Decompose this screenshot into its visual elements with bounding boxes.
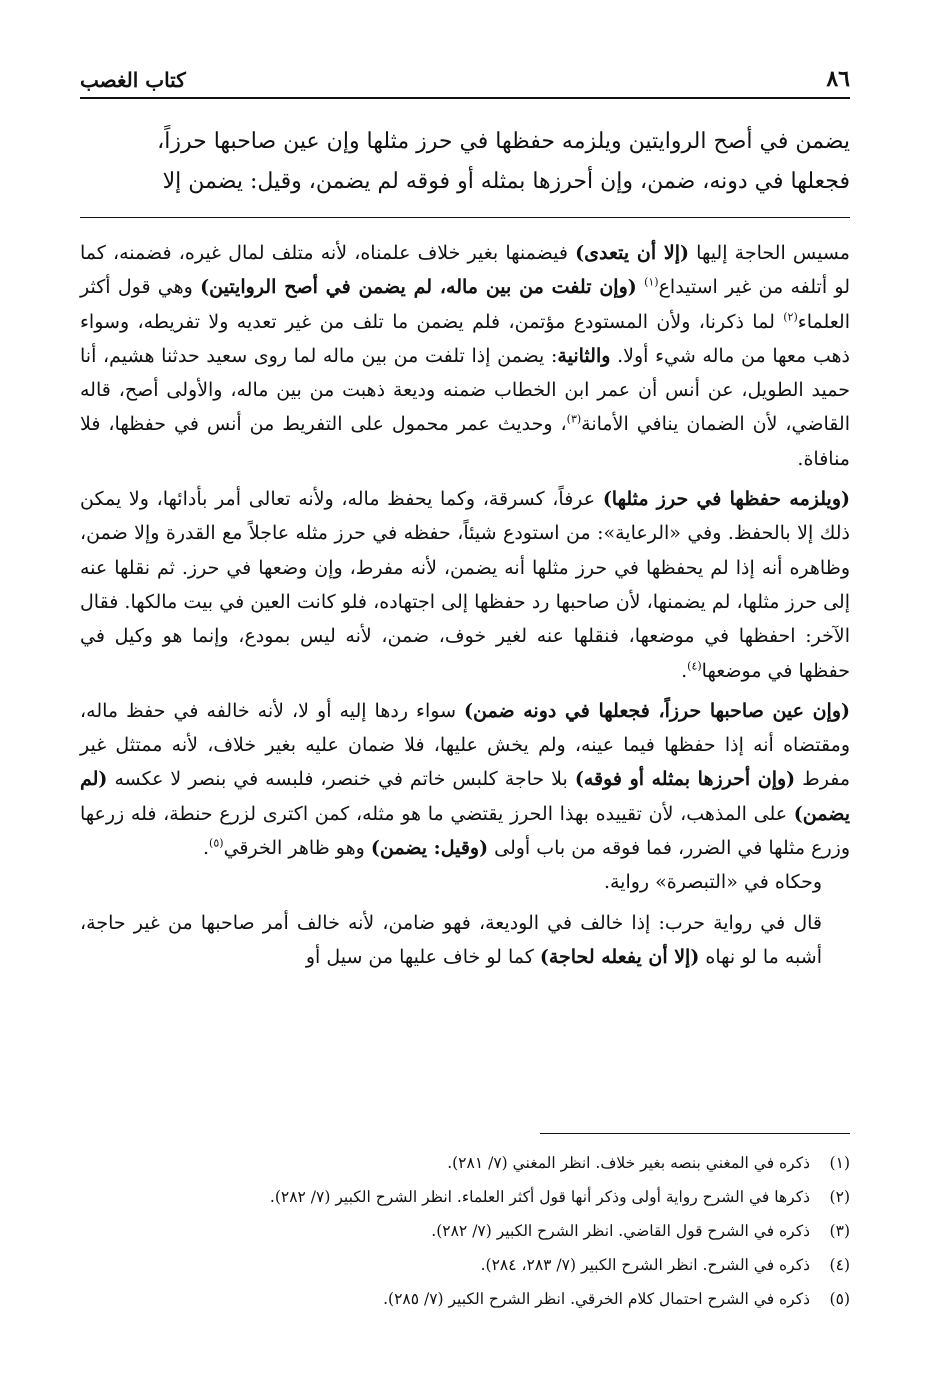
quoted-matn: (إلا أن يتعدى) xyxy=(575,242,689,264)
commentary-paragraph xyxy=(80,236,850,476)
text-run: سواء ردها إليه أو لا، لأنه خالفه في حفظ ماله، ومقتضاه أنه إذا حفظها فيما عينه، ولم يخش عليها، فلا ضمان عليه بغير خلاف، لأنه ممتثل غير مفرط xyxy=(80,699,850,791)
commentary xyxy=(80,236,850,974)
text-separator xyxy=(80,217,850,218)
commentary-paragraph: وحكاه في «التبصرة» رواية. xyxy=(603,871,822,894)
footnote-text: ذكره في الشرح قول القاضي. انظر الشرح الكبير (٧/ ٢٨٢). xyxy=(431,1222,810,1240)
running-title: كتاب الغصب xyxy=(80,68,186,92)
footnote-ref: (١) xyxy=(644,275,659,289)
quoted-matn: (إلا أن يفعله لحاجة) xyxy=(539,945,700,968)
footnote xyxy=(80,1282,850,1316)
page-header xyxy=(80,58,850,102)
quoted-matn: (وقيل: يضمن) xyxy=(370,837,489,860)
quoted-matn: (وإن عين صاحبها حرزاً، فجعلها في دونه ضمن) xyxy=(464,699,850,722)
footnote-rule xyxy=(540,1133,850,1134)
main-text-line: يضمن في أصح الروايتين ويلزمه حفظها في حرز مثلها وإن عين صاحبها حرزاً، xyxy=(157,129,850,154)
commentary-paragraph xyxy=(80,482,850,688)
quoted-matn: (وإن تلفت من بين ماله، لم يضمن في أصح الروايتين) xyxy=(200,276,637,299)
quoted-matn: (ويلزمه حفظها في حرز مثلها) xyxy=(602,488,850,511)
footnote-number: (٥) xyxy=(829,1290,850,1308)
text-run: مسيس الحاجة إليها xyxy=(696,242,850,264)
footnote-text: ذكرها في الشرح رواية أولى وذكر أنها قول أكثر العلماء. انظر الشرح الكبير (٧/ ٢٨٢). xyxy=(269,1188,810,1206)
footnote xyxy=(80,1214,850,1248)
commentary-paragraph xyxy=(80,694,850,865)
text-run: . xyxy=(203,837,210,860)
footnote-number: (٤) xyxy=(829,1256,850,1274)
text-run: : يضمن إذا تلفت من بين ماله لما روى سعيد حدثنا هشيم، أنا حميد الطويل، عن أنس أن عمر ابن الخطاب ضمنه وديعة ذهبت من بين ماله، والأولى أصح، قاله القاضي، لأن الضمان ينافي الأمانة xyxy=(80,344,850,436)
text-run: كما لو خاف عليها من سيل أو xyxy=(305,945,534,968)
footnote xyxy=(80,1180,850,1214)
text-run: وهو ظاهر الخرقي xyxy=(223,837,365,860)
text-run: لما ذكرنا، ولأن المستودع مؤتمن، فلم يضمن ما تلف من غير تعديه ولا تفريطه، وسواء ذهب معها من ماله شيء أولا. xyxy=(80,310,851,367)
quoted-matn: (وإن أحرزها بمثله أو فوقه) xyxy=(574,768,796,791)
footnote-ref: (٤) xyxy=(687,659,702,673)
footnote-number: (٣) xyxy=(829,1222,850,1240)
quoted-matn: (لم يضمن) xyxy=(80,768,850,825)
footnote-ref: (٥) xyxy=(209,836,224,850)
quoted-matn: والثانية xyxy=(557,344,611,367)
footnote-ref: (٢) xyxy=(783,310,798,324)
text-run: وهي قول أكثر العلماء xyxy=(80,276,850,333)
text-run: بلا حاجة كلبس خاتم في خنصر، فلبسه في بنصر لا عكسه xyxy=(114,768,568,791)
footnote-number: (١) xyxy=(829,1154,850,1172)
commentary-paragraph xyxy=(80,906,850,975)
footnote-text: ذكره في الشرح احتمال كلام الخرقي. انظر الشرح الكبير (٧/ ٢٨٥). xyxy=(383,1290,810,1308)
text-run: . xyxy=(681,659,688,682)
main-text xyxy=(80,122,850,202)
text-run: عرفاً، كسرقة، وكما يحفظ ماله، ولأنه تعالى أمر بأدائها، ولا يمكن ذلك إلا بالحفظ. وفي «الرعاية»: من استودع شيئاً، حفظه في حرز مثله عاجلاً مع القدرة وإلا ضمن، وظاهره أنه إذا لم يحفظها في حرز مثلها أنه يضمن، لأنه مفرط، وإن وضعها في حرز. ثم نقلها عنه إلى حرز مثلها، لم يضمنها، لأن صاحبها رد حفظها إلى اجتهاده، فلو كانت العين في بيت مالكها. فقال الآخر: احفظها في موضعها، فنقلها عنه لغير خوف، ضمن، لأنه ليس بمودع، وإنما هو وكيل في حفظها في موضعها xyxy=(80,488,850,682)
text-run: على المذهب، لأن تقييده بهذا الحرز يقتضي ما هو مثله، كمن اكترى لزرع حنطة، فله زرعها وزرع مثلها في الضرر، فما فوقه من باب أولى xyxy=(80,802,850,860)
text-run: فيضمنها بغير خلاف علمناه، لأنه متلف لمال غيره، فضمنه، كما لو أتلفه من غير استيداع xyxy=(80,242,851,299)
footnote xyxy=(80,1146,850,1180)
footnote xyxy=(80,1248,850,1282)
footnote-text: ذكره في الشرح. انظر الشرح الكبير (٧/ ٢٨٣، ٢٨٤). xyxy=(480,1256,810,1274)
main-text-line: فجعلها في دونه، ضمن، وإن أحرزها بمثله أو فوقه لم يضمن، وقيل: يضمن إلا xyxy=(162,169,850,194)
text-run: قال في رواية حرب: إذا خالف في الوديعة، فهو ضامن، لأنه خالف أمر صاحبها من غير حاجة، أشبه ما لو نهاه xyxy=(80,911,822,968)
text-run: ، وحديث عمر محمول على التفريط من أنس في حفظها، فلا منافاة. xyxy=(80,413,850,470)
page-number: ٨٦ xyxy=(826,66,850,92)
footnote-text: ذكره في المغني بنصه بغير خلاف. انظر المغني (٧/ ٢٨١). xyxy=(447,1154,810,1172)
footnote-ref: (٣) xyxy=(566,413,582,427)
footnote-number: (٢) xyxy=(829,1188,850,1206)
header-rule xyxy=(80,97,850,99)
footnotes xyxy=(80,1146,850,1316)
